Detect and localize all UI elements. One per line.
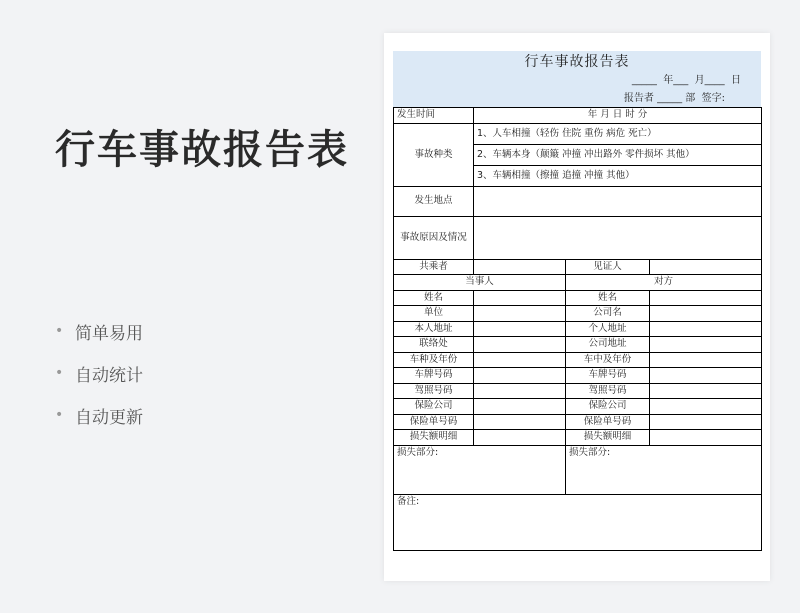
field-label-left: 损失额明细 bbox=[394, 430, 474, 446]
field-value-right bbox=[650, 368, 762, 384]
bullet-icon: • bbox=[55, 407, 64, 423]
field-value-right bbox=[650, 321, 762, 337]
reporter-line: 报告者 _____ 部 签字: bbox=[623, 93, 725, 104]
table-row bbox=[394, 216, 762, 259]
form-preview-sheet bbox=[384, 33, 770, 581]
field-value-left bbox=[474, 383, 566, 399]
time-label: 发生时间 bbox=[394, 108, 474, 124]
field-label-left: 单位 bbox=[394, 306, 474, 322]
field-value-right bbox=[650, 430, 762, 446]
field-value-right bbox=[650, 337, 762, 353]
field-value-left bbox=[474, 290, 566, 306]
field-value-left bbox=[474, 399, 566, 415]
type-label: 事故种类 bbox=[394, 123, 474, 186]
field-label-right: 公司名 bbox=[566, 306, 650, 322]
table-row bbox=[394, 399, 762, 415]
table-row bbox=[394, 383, 762, 399]
feature-label: 简单易用 bbox=[75, 323, 143, 344]
witness-value bbox=[650, 259, 762, 275]
table-row bbox=[394, 108, 762, 124]
witness-label: 见证人 bbox=[566, 259, 650, 275]
table-row bbox=[394, 352, 762, 368]
field-label-left: 保险单号码 bbox=[394, 414, 474, 430]
field-label-right: 车牌号码 bbox=[566, 368, 650, 384]
field-label-left: 姓名 bbox=[394, 290, 474, 306]
feature-label: 自动统计 bbox=[75, 365, 143, 386]
table-row bbox=[394, 275, 762, 291]
field-label-right: 保险公司 bbox=[566, 399, 650, 415]
form-header bbox=[393, 51, 761, 107]
loss-label-right: 损失部分: bbox=[566, 445, 762, 494]
field-value-left bbox=[474, 430, 566, 446]
field-value-right bbox=[650, 352, 762, 368]
field-value-left bbox=[474, 337, 566, 353]
place-label: 发生地点 bbox=[394, 186, 474, 216]
field-label-left: 车种及年份 bbox=[394, 352, 474, 368]
field-label-right: 姓名 bbox=[566, 290, 650, 306]
field-label-right: 驾照号码 bbox=[566, 383, 650, 399]
feature-item bbox=[55, 394, 143, 436]
table-row bbox=[394, 430, 762, 446]
field-value-right bbox=[650, 290, 762, 306]
field-value-right bbox=[650, 399, 762, 415]
table-row bbox=[394, 186, 762, 216]
field-label-left: 联络处 bbox=[394, 337, 474, 353]
hero-title: 行车事故报告表 bbox=[55, 127, 349, 173]
accident-report-table bbox=[393, 107, 762, 551]
type-option: 2、车辆本身（颠簸 冲撞 冲出路外 零件损坏 其他） bbox=[474, 144, 762, 165]
field-value-left bbox=[474, 368, 566, 384]
table-row bbox=[394, 123, 762, 144]
field-label-left: 驾照号码 bbox=[394, 383, 474, 399]
field-label-right: 车中及年份 bbox=[566, 352, 650, 368]
type-option: 1、人车相撞（轻伤 住院 重伤 病危 死亡） bbox=[474, 123, 762, 144]
field-label-left: 本人地址 bbox=[394, 321, 474, 337]
field-label-right: 个人地址 bbox=[566, 321, 650, 337]
table-row bbox=[394, 445, 762, 494]
place-value bbox=[474, 186, 762, 216]
field-value-right bbox=[650, 414, 762, 430]
type-option: 3、车辆相撞（擦撞 追撞 冲撞 其他） bbox=[474, 165, 762, 186]
field-value-left bbox=[474, 352, 566, 368]
field-label-right: 公司地址 bbox=[566, 337, 650, 353]
form-body bbox=[393, 51, 761, 551]
note-label: 备注: bbox=[394, 494, 762, 550]
feature-item bbox=[55, 352, 143, 394]
field-label-left: 保险公司 bbox=[394, 399, 474, 415]
field-value-right bbox=[650, 383, 762, 399]
cause-label: 事故原因及情况 bbox=[394, 216, 474, 259]
bullet-icon: • bbox=[55, 365, 64, 381]
field-label-left: 车牌号码 bbox=[394, 368, 474, 384]
time-value: 年 月 日 时 分 bbox=[474, 108, 762, 124]
table-row bbox=[394, 494, 762, 550]
table-row bbox=[394, 290, 762, 306]
field-label-right: 保险单号码 bbox=[566, 414, 650, 430]
feature-label: 自动更新 bbox=[75, 407, 143, 428]
table-row bbox=[394, 337, 762, 353]
table-row bbox=[394, 321, 762, 337]
field-value-left bbox=[474, 321, 566, 337]
other-party-label: 对方 bbox=[566, 275, 762, 291]
passenger-value bbox=[474, 259, 566, 275]
party-label: 当事人 bbox=[394, 275, 566, 291]
cause-value bbox=[474, 216, 762, 259]
field-value-left bbox=[474, 306, 566, 322]
table-row bbox=[394, 414, 762, 430]
loss-label-left: 损失部分: bbox=[394, 445, 566, 494]
date-line: _____ 年___ 月____ 日 bbox=[631, 75, 741, 86]
field-value-right bbox=[650, 306, 762, 322]
form-title: 行车事故报告表 bbox=[524, 54, 630, 70]
feature-list bbox=[55, 310, 143, 436]
feature-item bbox=[55, 310, 143, 352]
bullet-icon: • bbox=[55, 323, 64, 339]
table-row bbox=[394, 306, 762, 322]
passenger-label: 共乘者 bbox=[394, 259, 474, 275]
field-value-left bbox=[474, 414, 566, 430]
table-row bbox=[394, 368, 762, 384]
table-row bbox=[394, 259, 762, 275]
field-label-right: 损失额明细 bbox=[566, 430, 650, 446]
